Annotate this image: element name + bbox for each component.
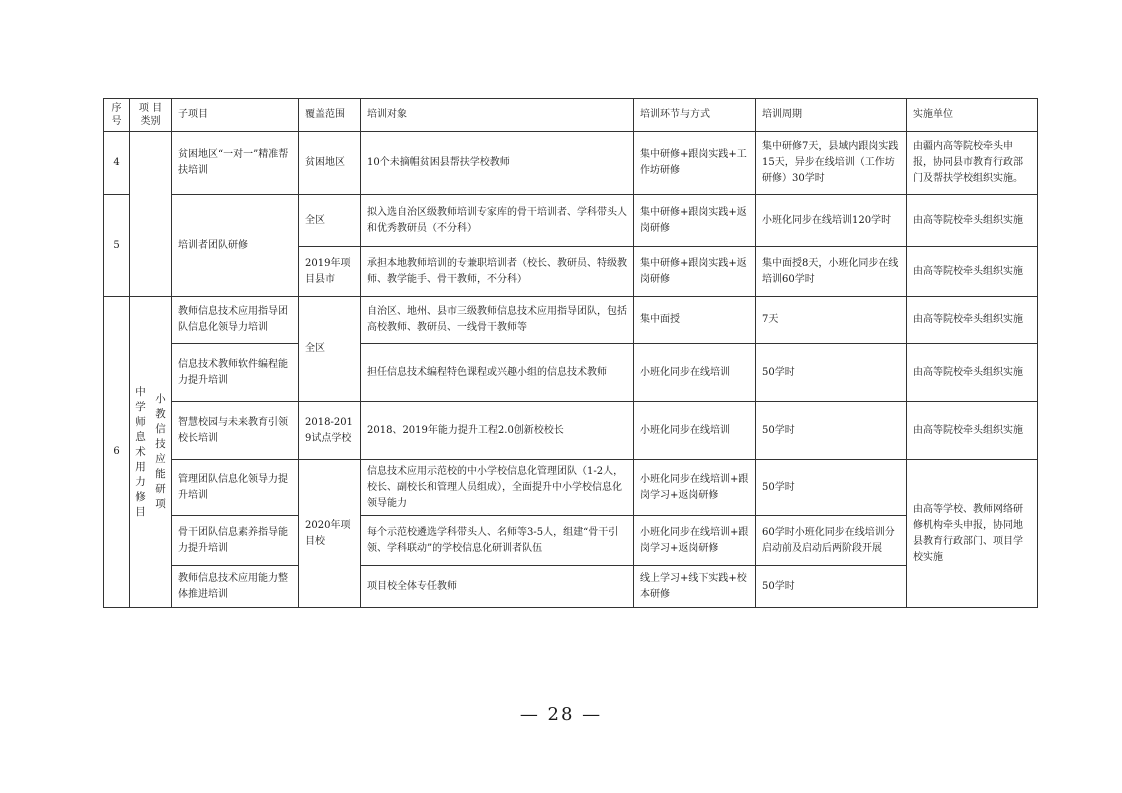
table-row bbox=[104, 566, 1038, 608]
sub-project: 信息技术教师软件编程能力提升培训 bbox=[172, 344, 299, 402]
target: 担任信息技术编程特色课程或兴趣小组的信息技术教师 bbox=[361, 344, 634, 402]
org: 由高等学校、教师网络研修机构牵头申报，协同地县教育行政部门、项目学校实施 bbox=[907, 460, 1038, 608]
table-row bbox=[104, 460, 1038, 516]
target: 承担本地教师培训的专兼职培训者（校长、教研员、特级教师、教学能手、骨干教师，不分科） bbox=[361, 247, 634, 297]
target: 项目校全体专任教师 bbox=[361, 566, 634, 608]
header-no: 序号 bbox=[104, 99, 130, 132]
sub-project: 管理团队信息化领导力提升培训 bbox=[172, 460, 299, 516]
row-no: 5 bbox=[104, 195, 130, 297]
period: 50学时 bbox=[756, 566, 907, 608]
method: 小班化同步在线培训 bbox=[634, 402, 756, 460]
method: 小班化同步在线培训 bbox=[634, 344, 756, 402]
header-scope: 覆盖范围 bbox=[299, 99, 361, 132]
sub-project: 骨干团队信息素养指导能力提升培训 bbox=[172, 516, 299, 566]
category-cell-empty bbox=[130, 132, 172, 297]
target: 10个未摘帽贫困县帮扶学校教师 bbox=[361, 132, 634, 195]
method: 集中面授 bbox=[634, 297, 756, 344]
category-cell bbox=[130, 297, 172, 608]
training-plan-table bbox=[103, 98, 1038, 608]
period: 集中面授8天，小班化同步在线培训60学时 bbox=[756, 247, 907, 297]
period: 60学时小班化同步在线培训分启动前及启动后两阶段开展 bbox=[756, 516, 907, 566]
header-method: 培训环节与方式 bbox=[634, 99, 756, 132]
org: 由高等院校牵头组织实施 bbox=[907, 344, 1038, 402]
org: 由疆内高等院校牵头申报，协同县市教育行政部门及帮扶学校组织实施。 bbox=[907, 132, 1038, 195]
row-no: 6 bbox=[104, 297, 130, 608]
table-row bbox=[104, 344, 1038, 402]
scope: 贫困地区 bbox=[299, 132, 361, 195]
header-target: 培训对象 bbox=[361, 99, 634, 132]
header-org: 实施单位 bbox=[907, 99, 1038, 132]
table-row bbox=[104, 132, 1038, 195]
scope: 全区 bbox=[299, 195, 361, 247]
category-text-right: 小教信技应能研项 bbox=[155, 393, 166, 510]
org: 由高等院校牵头组织实施 bbox=[907, 402, 1038, 460]
target: 信息技术应用示范校的中小学校信息化管理团队（1-2人，校长、副校长和管理人员组成），全面提升中小学校信息化领导能力 bbox=[361, 460, 634, 516]
table-row bbox=[104, 402, 1038, 460]
sub-project: 教师信息技术应用指导团队信息化领导力培训 bbox=[172, 297, 299, 344]
target: 2018、2019年能力提升工程2.0创新校校长 bbox=[361, 402, 634, 460]
period: 集中研修7天，县域内跟岗实践15天，异步在线培训（工作坊研修）30学时 bbox=[756, 132, 907, 195]
sub-project: 贫困地区“一对一”精准帮扶培训 bbox=[172, 132, 299, 195]
period: 50学时 bbox=[756, 344, 907, 402]
header-sub: 子项目 bbox=[172, 99, 299, 132]
category-text-left: 中学师息术用力修目 bbox=[135, 385, 146, 518]
period: 小班化同步在线培训120学时 bbox=[756, 195, 907, 247]
table-row bbox=[104, 297, 1038, 344]
method: 小班化同步在线培训+跟岗学习+返岗研修 bbox=[634, 516, 756, 566]
sub-project: 教师信息技术应用能力整体推进培训 bbox=[172, 566, 299, 608]
org: 由高等院校牵头组织实施 bbox=[907, 195, 1038, 247]
target: 自治区、地州、县市三级教师信息技术应用指导团队，包括高校教师、教研员、一线骨干教师等 bbox=[361, 297, 634, 344]
target: 每个示范校遴选学科带头人、名师等3-5人，组建“骨干引领、学科联动”的学校信息化研训者队伍 bbox=[361, 516, 634, 566]
row-no: 4 bbox=[104, 132, 130, 195]
sub-project: 培训者团队研修 bbox=[172, 195, 299, 297]
header-period: 培训周期 bbox=[756, 99, 907, 132]
header-category: 项 目类别 bbox=[130, 99, 172, 132]
method: 集中研修+跟岗实践+返岗研修 bbox=[634, 195, 756, 247]
period: 50学时 bbox=[756, 460, 907, 516]
method: 集中研修+跟岗实践+返岗研修 bbox=[634, 247, 756, 297]
table-row bbox=[104, 195, 1038, 247]
scope: 2019年项目县市 bbox=[299, 247, 361, 297]
method: 小班化同步在线培训+跟岗学习+返岗研修 bbox=[634, 460, 756, 516]
sub-project: 智慧校园与未来教育引领校长培训 bbox=[172, 402, 299, 460]
header-row bbox=[104, 99, 1038, 132]
org: 由高等院校牵头组织实施 bbox=[907, 297, 1038, 344]
method: 线上学习+线下实践+校本研修 bbox=[634, 566, 756, 608]
page-number: — 28 — bbox=[519, 704, 603, 725]
table-row bbox=[104, 516, 1038, 566]
scope: 2020年项目校 bbox=[299, 460, 361, 608]
scope: 2018-2019试点学校 bbox=[299, 402, 361, 460]
period: 7天 bbox=[756, 297, 907, 344]
org: 由高等院校牵头组织实施 bbox=[907, 247, 1038, 297]
method: 集中研修+跟岗实践+工作坊研修 bbox=[634, 132, 756, 195]
target: 拟入选自治区级教师培训专家库的骨干培训者、学科带头人和优秀教研员（不分科） bbox=[361, 195, 634, 247]
period: 50学时 bbox=[756, 402, 907, 460]
scope: 全区 bbox=[299, 297, 361, 402]
